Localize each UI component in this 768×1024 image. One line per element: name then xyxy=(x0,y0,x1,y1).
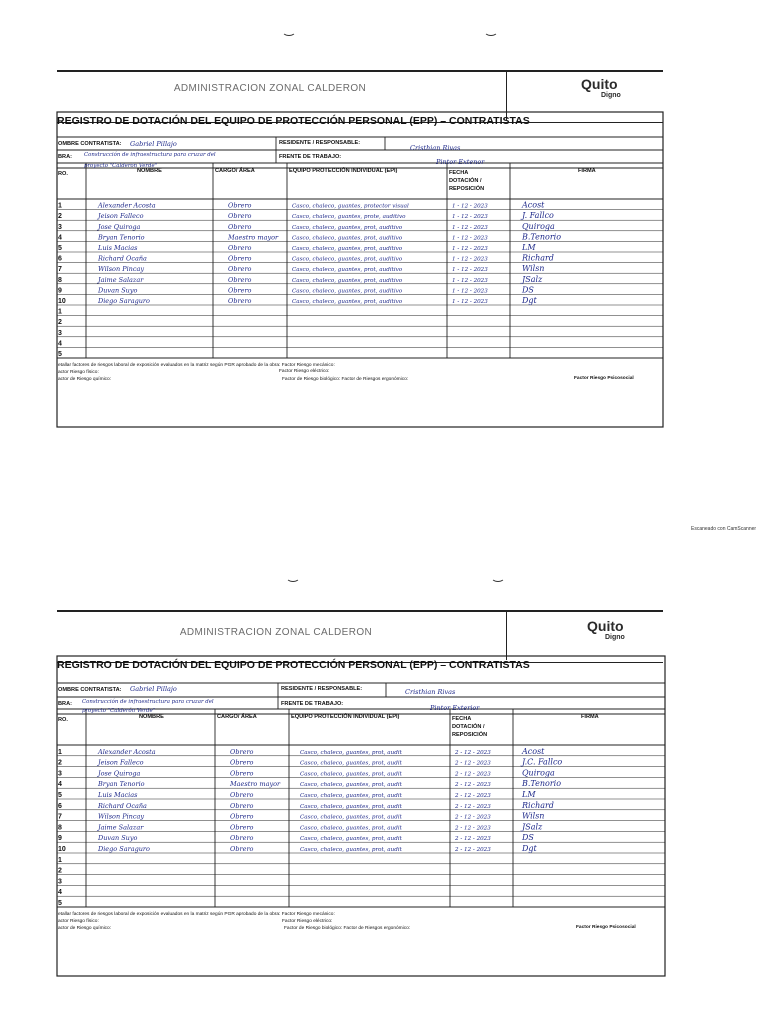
worker-name: Wilson Pincay xyxy=(98,265,145,274)
worker-name: Bryan Tenorio xyxy=(98,233,145,242)
signature: Dgt xyxy=(522,296,537,305)
row-number: 5 xyxy=(58,245,62,252)
epp-items: Casco, chaleco, guantes, prot, audit xyxy=(300,825,402,832)
col-epp: EQUIPO PROTECCIÓN INDIVIDUAL (EPI) xyxy=(291,714,400,720)
epp-items: Casco, chaleco, guantes, prot, auditivo xyxy=(292,277,403,284)
worker-role: Maestro mayor xyxy=(228,233,279,242)
footer-electrico: Factor Riesgo eléctrico: xyxy=(279,369,330,374)
worker-name: Alexander Acosta xyxy=(98,201,156,210)
table-row xyxy=(58,790,536,799)
signature: Quiroga xyxy=(522,768,555,778)
worker-name: Alexander Acosta xyxy=(98,747,156,756)
worker-role: Obrero xyxy=(230,791,254,799)
footer-biologico: Factor de Riesgo biológico: Factor de Riesgos ergonómico: xyxy=(284,926,411,931)
row-number: 9 xyxy=(58,835,62,843)
delivery-date: 1 - 12 - 2023 xyxy=(452,246,488,252)
worker-role: Obrero xyxy=(230,834,254,843)
table-row xyxy=(58,833,534,842)
epp-items: Casco, chaleco, guantes, prot, audit xyxy=(300,814,402,821)
delivery-date: 2 - 12 - 2023 xyxy=(455,836,491,843)
signature: J. Fallco xyxy=(522,211,554,221)
signature: B.Tenorio xyxy=(522,779,562,789)
footer-quimico: actor de Riesgo químico: xyxy=(58,926,112,931)
row-number: 1 xyxy=(58,308,62,316)
worker-name: Luis Macias xyxy=(98,791,138,799)
col-fecha: REPOSICIÓN xyxy=(452,732,488,738)
label-contratista: OMBRE CONTRATISTA: xyxy=(58,141,122,147)
row-number: 7 xyxy=(58,266,62,274)
row-number: 6 xyxy=(58,802,62,810)
col-epp: EQUIPO PROTECCIÓN INDIVIDUAL (EPI) xyxy=(289,168,398,174)
table-row xyxy=(58,254,554,263)
delivery-date: 1 - 12 - 2023 xyxy=(452,267,488,274)
obra-value-line1: Construcción de infraestructura para cruzar del xyxy=(84,152,216,158)
worker-name: Jeison Falleco xyxy=(98,758,144,767)
col-fecha: DOTACIÓN / xyxy=(452,724,485,730)
table-row xyxy=(58,900,62,907)
col-nombre: NOMBRE xyxy=(137,168,162,174)
col-fecha: FECHA xyxy=(452,716,472,722)
delivery-date: 1 - 12 - 2023 xyxy=(452,299,488,305)
residente-value: Cristhian Rivas xyxy=(410,144,461,152)
footer-electrico: Factor Riesgo eléctrico: xyxy=(282,919,333,924)
delivery-date: 1 - 12 - 2023 xyxy=(452,235,488,242)
row-number: 6 xyxy=(58,255,62,263)
col-fecha: REPOSICIÓN xyxy=(449,186,485,192)
epp-items: Casco, chaleco, guantes, prot, auditivo xyxy=(292,299,403,305)
worker-name: Jaime Salazar xyxy=(98,275,144,284)
signature: Wilsn xyxy=(522,264,545,274)
signature: B.Tenorio xyxy=(522,232,562,242)
table-row xyxy=(58,878,62,885)
epp-items: Casco, chaleco, guantes, prot, audit xyxy=(300,749,402,756)
obra-value-line1: Construcción de infraestructura para cruzar del xyxy=(82,699,214,705)
col-fecha: FECHA xyxy=(449,170,469,176)
signature: Acost xyxy=(522,200,545,210)
row-number: 2 xyxy=(58,213,62,221)
col-nombre: NOMBRE xyxy=(139,714,164,720)
form-title: REGISTRO DE DOTACIÓN DEL EQUIPO DE PROTECCIÓN PERSONAL (EPP) – CONTRATISTAS xyxy=(57,115,530,127)
row-number: 3 xyxy=(58,770,62,778)
contratista-value: Gabriel Pillajo xyxy=(130,140,177,148)
table-row xyxy=(58,758,562,767)
footer-fisico: actor Riesgo físico: xyxy=(58,370,99,375)
worker-role: Obrero xyxy=(230,812,254,821)
label-contratista: OMBRE CONTRATISTA: xyxy=(58,687,122,693)
worker-role: Obrero xyxy=(230,823,254,832)
col-nro: RO. xyxy=(58,171,68,177)
epp-items: Casco, chaleco, guantes, protector visual xyxy=(292,203,409,210)
worker-name: Richard Ocaña xyxy=(98,254,147,263)
delivery-date: 1 - 12 - 2023 xyxy=(452,288,488,295)
footer-psicosocial: Factor Riesgo Psicosocial xyxy=(574,376,634,381)
row-number: 3 xyxy=(58,329,62,337)
epp-items: Casco, chaleco, guantes, prot, audit xyxy=(300,793,402,799)
worker-role: Obrero xyxy=(228,275,252,284)
row-number: 2 xyxy=(58,759,62,767)
worker-name: Richard Ocaña xyxy=(98,801,147,810)
quito-logo-sub: Digno xyxy=(605,634,625,641)
table-row xyxy=(58,319,62,326)
table-row xyxy=(58,340,62,347)
delivery-date: 2 - 12 - 2023 xyxy=(455,793,491,799)
row-number: 9 xyxy=(58,287,62,295)
table-row xyxy=(58,264,544,273)
footer-psicosocial: Factor Riesgo Psicosocial xyxy=(576,925,636,930)
epp-form-table xyxy=(0,545,768,985)
worker-role: Obrero xyxy=(228,201,252,210)
delivery-date: 2 - 12 - 2023 xyxy=(455,803,491,810)
delivery-date: 2 - 12 - 2023 xyxy=(455,847,491,853)
row-number: 4 xyxy=(58,781,62,789)
row-number: 4 xyxy=(58,234,62,242)
table-row xyxy=(58,801,554,810)
signature: Richard xyxy=(522,253,554,263)
table-row xyxy=(58,779,561,788)
worker-name: Jaime Salazar xyxy=(98,823,144,832)
label-residente: RESIDENTE / RESPONSABLE: xyxy=(279,140,361,146)
table-row xyxy=(58,309,62,316)
table-row xyxy=(58,768,555,777)
signature: Quiroga xyxy=(522,221,555,231)
worker-name: Duvan Suyo xyxy=(98,834,138,843)
table-row xyxy=(58,211,554,220)
signature: Wilsn xyxy=(522,811,545,821)
label-frente: FRENTE DE TRABAJO: xyxy=(281,701,344,707)
table-row xyxy=(58,275,543,284)
signature: JSalz xyxy=(522,822,543,832)
row-number: 1 xyxy=(58,856,62,864)
worker-role: Obrero xyxy=(228,212,252,221)
epp-items: Casco, chaleco, guantes, prot, audit xyxy=(300,782,402,789)
admin-title: ADMINISTRACION ZONAL CALDERON xyxy=(173,83,367,94)
worker-role: Obrero xyxy=(228,286,252,295)
quito-logo: Quito xyxy=(587,618,624,634)
row-number: 1 xyxy=(58,748,62,756)
col-firma: FIRMA xyxy=(578,168,596,174)
table-row xyxy=(58,222,555,231)
admin-title: ADMINISTRACION ZONAL CALDERON xyxy=(179,627,373,638)
worker-name: Jose Quiroga xyxy=(98,222,141,231)
worker-name: Diego Saraguro xyxy=(98,845,150,853)
residente-value: Cristhian Rivas xyxy=(405,688,456,696)
row-number: 4 xyxy=(58,889,62,897)
row-number: 3 xyxy=(58,878,62,886)
delivery-date: 1 - 12 - 2023 xyxy=(452,256,488,263)
row-number: 4 xyxy=(58,340,62,348)
table-row xyxy=(58,857,62,864)
col-firma: FIRMA xyxy=(581,714,599,720)
col-fecha: DOTACIÓN / xyxy=(449,178,482,184)
col-cargo: CARGO/ ÁREA xyxy=(215,168,255,174)
row-number: 8 xyxy=(58,276,62,284)
worker-role: Obrero xyxy=(230,769,254,778)
footer-fisico: actor Riesgo físico: xyxy=(58,919,99,924)
delivery-date: 1 - 12 - 2023 xyxy=(452,224,488,231)
epp-items: Casco, chaleco, guantes, prot, audit xyxy=(300,771,402,778)
signature: Acost xyxy=(522,746,545,756)
epp-items: Casco, chaleco, guantes, prot, auditivo xyxy=(292,267,403,274)
table-row xyxy=(58,243,536,252)
label-obra: BRA: xyxy=(58,154,72,160)
worker-name: Wilson Pincay xyxy=(98,812,145,821)
table-row xyxy=(58,232,561,241)
worker-name: Jeison Falleco xyxy=(98,212,144,221)
row-number: 5 xyxy=(58,900,62,907)
delivery-date: 2 - 12 - 2023 xyxy=(455,771,491,778)
delivery-date: 2 - 12 - 2023 xyxy=(455,749,491,756)
table-row xyxy=(58,889,62,896)
obra-value-line2: proyecto "Calderón Verde" xyxy=(82,708,156,714)
epp-items: Casco, chaleco, guantes, prot, auditivo xyxy=(292,246,403,252)
frente-value: Pintor Exterior xyxy=(430,704,480,712)
worker-name: Jose Quiroga xyxy=(98,769,141,778)
signature: LM xyxy=(522,790,536,799)
row-number: 5 xyxy=(58,351,62,358)
worker-role: Obrero xyxy=(228,254,252,263)
worker-role: Obrero xyxy=(228,244,252,252)
worker-role: Obrero xyxy=(230,747,254,756)
quito-logo-sub: Digno xyxy=(601,92,621,99)
contratista-value: Gabriel Pillajo xyxy=(130,685,177,693)
table-row xyxy=(58,844,538,853)
signature: Richard xyxy=(522,800,554,810)
signature: DS xyxy=(522,833,534,843)
signature: JSalz xyxy=(522,274,543,284)
table-row xyxy=(58,812,544,821)
worker-role: Obrero xyxy=(230,758,254,767)
epp-items: Casco, chaleco, guantes, prote, auditivo xyxy=(292,214,406,221)
footer-biologico: Factor de Riesgo biológico: Factor de Riesgos ergonómico: xyxy=(282,377,409,382)
epp-items: Casco, chaleco, guantes, prot, audit xyxy=(300,760,402,767)
worker-name: Duvan Suyo xyxy=(98,286,138,295)
row-number: 8 xyxy=(58,824,62,832)
epp-items: Casco, chaleco, guantes, prot, audit xyxy=(300,836,402,843)
delivery-date: 1 - 12 - 2023 xyxy=(452,203,488,210)
table-row xyxy=(58,330,62,337)
signature: J.C. Fallco xyxy=(522,757,563,767)
row-number: 10 xyxy=(58,298,66,305)
epp-items: Casco, chaleco, guantes, prot, auditivo xyxy=(292,235,403,242)
table-row xyxy=(58,822,543,831)
worker-name: Diego Saraguro xyxy=(98,297,150,305)
worker-name: Luis Macias xyxy=(98,244,138,252)
table-row xyxy=(58,868,62,875)
epp-items: Casco, chaleco, guantes, prot, audit xyxy=(300,847,402,853)
col-cargo: CARGO/ ÁREA xyxy=(217,714,257,720)
footer-quimico: actor de Riesgo químico: xyxy=(58,377,112,382)
row-number: 5 xyxy=(58,792,62,799)
frente-value: Pintor Extenor xyxy=(436,158,485,166)
label-obra: BRA: xyxy=(58,701,72,707)
delivery-date: 1 - 12 - 2023 xyxy=(452,214,488,221)
delivery-date: 1 - 12 - 2023 xyxy=(452,277,488,284)
table-row xyxy=(58,285,534,294)
epp-items: Casco, chaleco, guantes, prot, auditivo xyxy=(292,256,403,263)
worker-role: Maestro mayor xyxy=(230,780,281,789)
row-number: 3 xyxy=(58,223,62,231)
label-residente: RESIDENTE / RESPONSABLE: xyxy=(281,686,363,692)
table-row xyxy=(58,201,545,210)
footer-line1: etallar factores de riesgos laboral de exposición evaluados en la matriz según PGR aprobado de la obra: Factor Riesgo mecánico: xyxy=(58,912,335,917)
table-row xyxy=(58,747,545,756)
row-number: 2 xyxy=(58,319,62,327)
delivery-date: 2 - 12 - 2023 xyxy=(455,760,491,767)
epp-items: Casco, chaleco, guantes, prot, auditivo xyxy=(292,288,403,295)
worker-role: Obrero xyxy=(228,265,252,274)
signature: DS xyxy=(522,285,534,295)
epp-form-table xyxy=(0,0,768,382)
row-number: 1 xyxy=(58,202,62,210)
quito-logo: Quito xyxy=(581,76,618,92)
worker-role: Obrero xyxy=(228,297,252,305)
row-number: 10 xyxy=(58,846,66,853)
delivery-date: 2 - 12 - 2023 xyxy=(455,825,491,832)
delivery-date: 2 - 12 - 2023 xyxy=(455,782,491,789)
col-nro: RO. xyxy=(58,717,68,723)
worker-role: Obrero xyxy=(230,845,254,853)
signature: LM xyxy=(522,243,536,252)
table-row xyxy=(58,351,62,358)
footer-line1: etallar factores de riesgos laboral de exposición evaluados en la matriz según PGR aprobado de la obra: Factor Riesgo mecánico: xyxy=(58,363,335,368)
row-number: 7 xyxy=(58,813,62,821)
worker-role: Obrero xyxy=(228,222,252,231)
label-frente: FRENTE DE TRABAJO: xyxy=(279,154,342,160)
worker-name: Bryan Tenorio xyxy=(98,780,145,789)
form-title: REGISTRO DE DOTACIÓN DEL EQUIPO DE PROTECCIÓN PERSONAL (EPP) – CONTRATISTAS xyxy=(57,659,530,671)
signature: Dgt xyxy=(522,844,537,853)
row-number: 2 xyxy=(58,867,62,875)
worker-role: Obrero xyxy=(230,801,254,810)
epp-items: Casco, chaleco, guantes, prot, auditivo xyxy=(292,224,403,231)
table-row xyxy=(58,296,538,305)
obra-value-line2: proyecto "Calderón Verde" xyxy=(84,163,158,169)
scan-note: Escaneado con CamScanner xyxy=(691,526,757,532)
epp-items: Casco, chaleco, guantes, prot, audit xyxy=(300,803,402,810)
delivery-date: 2 - 12 - 2023 xyxy=(455,814,491,821)
